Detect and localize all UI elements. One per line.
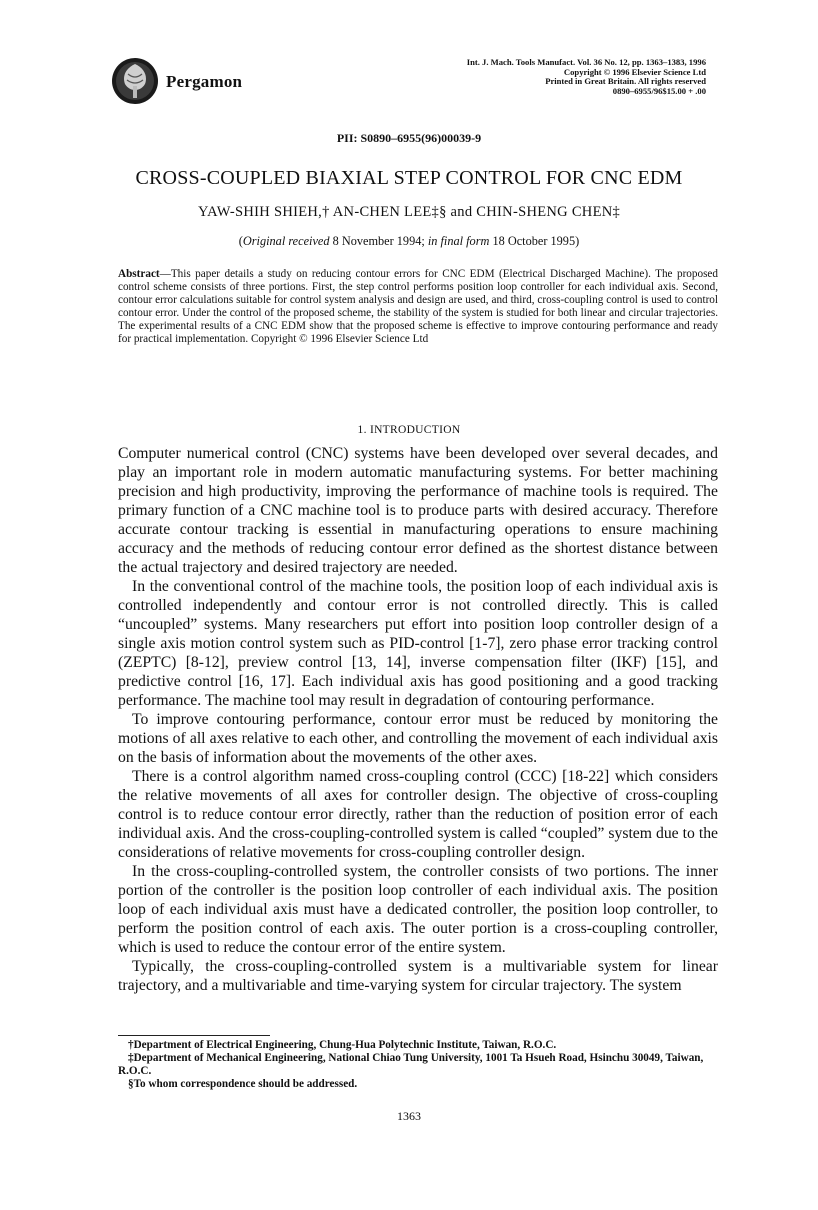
journal-issn: 0890–6955/96$15.00 + .00 [612,85,706,96]
paragraph: In the conventional control of the machine tools, the position loop of each individual axis is controlled independently and contour error is not controlled directly. This is called “uncoupled” systems. Many researchers put effort into position loop controller design of a single axis motion control system such as PID-control [1-7], zero phase error tracking control (ZEPTC) [8-12], preview control [13, 14], inverse compensation filter (IKF) [15], and predictive control [16, 17]. Each individual axis has good positioning and a good tracking performance. The machine tool may result in degradation of contouring performance. [118,578,718,709]
received-label-final: in final form [427,234,490,248]
abstract [118,268,718,347]
received-date-original: 8 November 1994; [329,234,428,248]
paragraph: Typically, the cross-coupling-controlled system is a multivariable system for linear trajectory, and a multivariable and time-varying system for circular trajectory. The system [118,958,718,994]
footnotes [118,1039,718,1091]
abstract-text: —This paper details a study on reducing contour errors for CNC EDM (Electrical Discharged Machine). The proposed control scheme consists of three portions. First, the step control performs position loop controller for each individual axis. Second, contour error calculations suitable for control system analysis and design are used, and third, cross-coupling control is used to control contour error. Under the control of the proposed scheme, the stability of the system is studied for both linear and circular trajectories. The experimental results of a CNC EDM show that the proposed scheme is effective to improve contouring performance and ready for practical implementation. Copyright © 1996 Elsevier Science Ltd [118,268,718,346]
section-heading: 1. INTRODUCTION [357,424,461,436]
footnote: ‡Department of Mechanical Engineering, National Chiao Tung University, 1001 Ta Hsueh Road, Hsinchu 30049, Taiwan, R.O.C. [118,1052,704,1078]
received-label-original: Original received [242,234,330,248]
footnote: †Department of Electrical Engineering, Chung-Hua Polytechnic Institute, Taiwan, R.O.C. [128,1039,557,1051]
journal-citation: Int. J. Mach. Tools Manufact. Vol. 36 No. 12, pp. 1363–1383, 1996 [466,57,706,67]
author-list: YAW-SHIH SHIEH,† AN-CHEN LEE‡§ and CHIN-SHENG CHEN‡ [197,204,621,220]
paragraph: There is a control algorithm named cross-coupling control (CCC) [18-22] which considers the relative movements of all axes for controller design. The objective of cross-coupling control is to reduce contour error directly, rather than the reduction of position error of each individual axis. And the cross-coupling-controlled system is called “coupled” system due to the considerations of relative movements for cross-coupling controller design. [118,768,718,861]
paragraph: In the cross-coupling-controlled system, the controller consists of two portions. The inner portion of the controller is the position loop controller of each individual axis. The position loop of each individual axis must have a dedicated controller, the position loop controller, to perform the position control of each axis. The outer portion is a cross-coupling controller, which is used to reduce the contour error of the entire system. [118,863,718,956]
paragraph: To improve contouring performance, contour error must be reduced by monitoring the motions of all axes relative to each other, and controlling the movement of each individual axis on the basis of information about the movements of the other axes. [118,711,718,766]
paper-title: CROSS-COUPLED BIAXIAL STEP CONTROL FOR CNC EDM [135,167,683,189]
journal-copyright: Copyright © 1996 Elsevier Science Ltd [563,66,706,77]
paragraph: Computer numerical control (CNC) systems have been developed over several decades, and play an important role in modern automatic manufacturing systems. For better machining precision and high productivity, improving the performance of machine tools is required. The primary function of a CNC machine tool is to produce parts with desired accuracy. Therefore accurate contour tracking is essential in manufacturing operations to ensure machining accuracy and the methods of reducing contour error defined as the shortest distance between the actual trajectory and desired trajectory are needed. [118,445,718,576]
received-dates [0,234,818,249]
abstract-label: Abstract [118,268,160,280]
page-number: 1363 [397,1109,421,1123]
pii-identifier: PII: S0890–6955(96)00039-9 [336,131,482,145]
journal-info [467,58,706,96]
publisher-name: Pergamon [166,72,243,91]
journal-printed: Printed in Great Britain. All rights reserved [545,76,706,87]
publisher-logo [110,56,160,106]
footnote-rule [118,1035,270,1036]
footnote: §To whom correspondence should be addressed. [128,1078,358,1091]
received-date-final: 18 October 1995) [489,234,580,248]
body-text [118,444,718,995]
received-open: ( [238,234,243,248]
